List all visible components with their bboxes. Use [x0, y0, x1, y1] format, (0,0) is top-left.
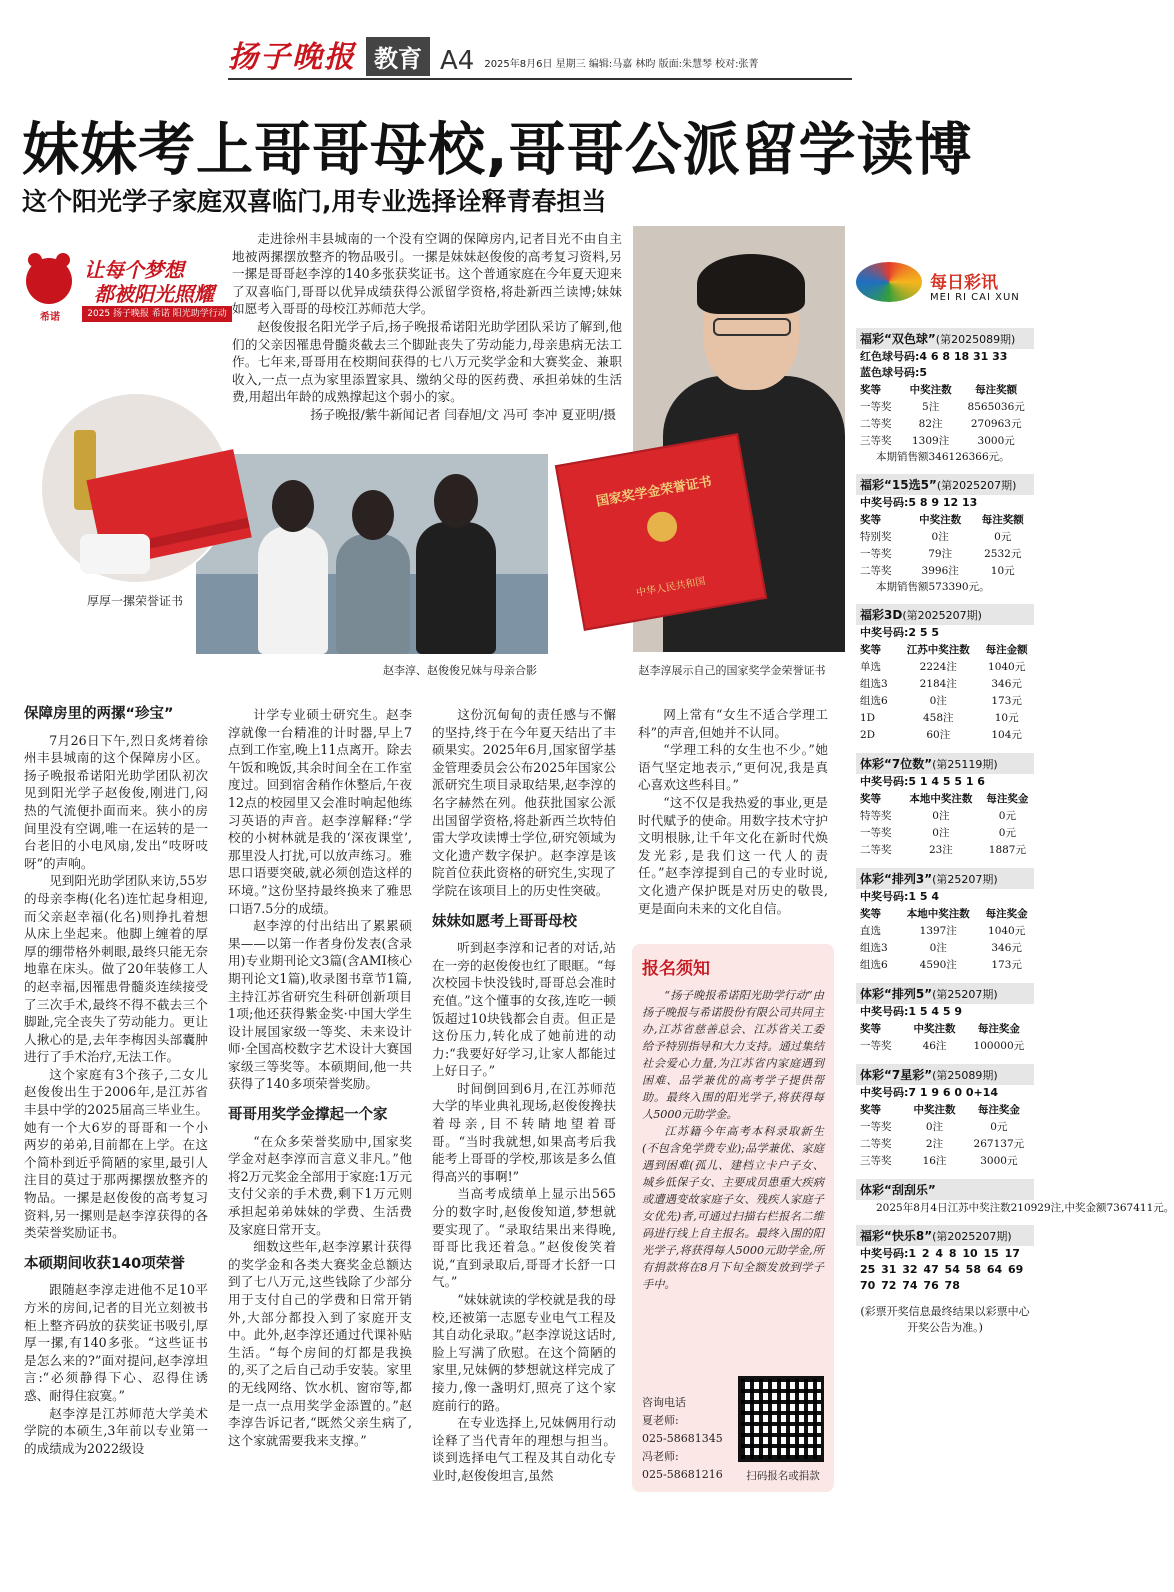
- qr-code-icon[interactable]: [738, 1376, 824, 1462]
- brother-head: [434, 474, 478, 528]
- caption-certificates: 厚厚一摞荣誉证书: [86, 594, 183, 608]
- body-paragraph: 赵李淳是江苏师范大学美术学院的本硕生,3年前以专业第一的成绩成为2022级设: [24, 1405, 208, 1456]
- contact-line: 冯老师:: [642, 1450, 679, 1463]
- prize-cell: 346元: [991, 942, 1022, 954]
- lottery-name: 体彩“刮刮乐”: [860, 1183, 936, 1197]
- lead-paragraph: 赵俊俊报名阳光学子后,扬子晚报希诺阳光助学团队采访了解到,他们的父亲因罹患骨髓炎截去三个脚趾丧失了劳动能力,母亲患病无法工作。七年来,哥哥用在校期间获得的七八万元奖学金和大赛奖金、兼职收入,一点一点为家里添置家具、缴纳父母的医药费、承担弟妹的生活费,用超出年龄的成熟撑起这个弱小的家。: [232, 318, 622, 405]
- prize-cell: 10元: [990, 565, 1015, 577]
- prize-cell: 2532元: [984, 548, 1022, 560]
- campaign-strip: 2025 扬子晚报 希诺 阳光助学行动: [82, 306, 232, 322]
- campaign-slogan-line2: 都被阳光照耀: [94, 282, 214, 306]
- section-heading: 哥哥用奖学金撑起一个家: [228, 1107, 388, 1124]
- prize-cell: 100000元: [973, 1040, 1025, 1052]
- lottery-title: [856, 604, 1034, 625]
- prize-header: 中奖注数: [919, 514, 962, 526]
- contact-label: 咨询电话: [642, 1396, 686, 1409]
- prize-cell: 二等奖: [860, 565, 892, 577]
- prize-cell: 2184注: [919, 678, 957, 690]
- article-column-3: [432, 706, 616, 1485]
- body-paragraph: 当高考成绩单上显示出565分的数字时,赵俊俊知道,梦想就要实现了。“录取结果出来得晚,哥哥比我还着急。”赵俊俊笑着说,“直到录取后,哥哥才长舒一口气。”: [432, 1186, 616, 1290]
- lottery-block-pl5: [856, 983, 1034, 1054]
- prize-header-row: [856, 511, 1034, 528]
- caption-family: 赵李淳、赵俊俊兄妹与母亲合影: [383, 664, 537, 677]
- prize-header: 本地中奖注数: [906, 908, 970, 920]
- portrait-hair: [697, 254, 805, 314]
- scratch-card-note: 2025年8月4日江苏中奖注数210929注,中奖金额7367411元。: [876, 1202, 1174, 1214]
- prize-header: 每注金额: [985, 644, 1028, 656]
- article-lead: [232, 230, 622, 424]
- prize-header: 江苏中奖注数: [906, 644, 970, 656]
- prize-cell: 1887元: [988, 844, 1026, 856]
- lottery-title: [856, 328, 1034, 349]
- body-paragraph: 跟随赵李淳走进他不足10平方米的房间,记者的目光立刻被书柜上整齐码放的获奖证书吸引,厚厚一摞,有140多张。“这些证书是怎么来的?”面对提问,赵李淳坦言:“必须静得下心、忍得住诱惑、耐得住寂寞。”: [24, 1282, 208, 1403]
- registration-title: 报名须知: [642, 959, 710, 979]
- campaign-badge: [22, 252, 227, 326]
- prize-cell: 3000元: [980, 1155, 1018, 1167]
- winning-numbers: 中奖号码:1 2 4 8 10 15 17 25 31 32 47 54 58 64 69 70 72 74 76 78: [860, 1247, 1024, 1292]
- prize-cell: 组选6: [860, 695, 888, 707]
- prize-row: [856, 1135, 1034, 1152]
- prize-cell: 一等奖: [860, 1040, 892, 1052]
- prize-header: 奖等: [860, 908, 881, 920]
- prize-table: [856, 1101, 1034, 1169]
- prize-cell: 0注: [932, 810, 950, 822]
- prize-cell: 3000元: [977, 435, 1015, 447]
- prize-cell: 23注: [928, 844, 953, 856]
- prize-header: 奖等: [860, 384, 881, 396]
- body-paragraph: “这不仅是我热爱的事业,更是时代赋予的使命。用数字技术守护文明根脉,让千年文化在新时代焕发光彩,是我们这一代人的责任。”赵李淳提到自己的专业时说,文化遗产保护既是对历史的敬畏,更是面向未来的文化自信。: [638, 794, 828, 916]
- prize-row: [856, 415, 1034, 432]
- certificates-photo: [40, 392, 232, 584]
- prize-cell: 2注: [925, 1138, 944, 1150]
- mother-head: [352, 490, 394, 540]
- lottery-period: (第2025089期): [935, 333, 1016, 346]
- lottery-block-pl3: [856, 868, 1034, 973]
- prize-cell: 二等奖: [860, 844, 892, 856]
- prize-cell: 单选: [860, 661, 881, 673]
- body-paragraph: “在众多荣誉奖励中,国家奖学金对赵李淳而言意义非凡。”他将2万元奖金全部用于家庭:1万元支付父亲的手术费,剩下1万元则承担起弟弟妹妹的学费、生活费及家庭日常开支。: [228, 1133, 412, 1237]
- lottery-title: [856, 868, 1034, 889]
- lottery-title: [856, 1179, 1034, 1200]
- prize-header: 每注奖金: [986, 793, 1029, 805]
- article-column-4: [638, 706, 828, 917]
- prize-row: [856, 658, 1034, 675]
- winning-numbers: 中奖号码:2 5 5: [860, 626, 940, 639]
- prize-cell: 173元: [991, 695, 1022, 707]
- bear-logo-icon: [26, 258, 72, 304]
- prize-table: [856, 511, 1034, 579]
- prize-cell: 二等奖: [860, 1138, 892, 1150]
- prize-header-row: [856, 790, 1034, 807]
- prize-cell: 0元: [990, 1121, 1008, 1133]
- prize-cell: 10元: [994, 712, 1019, 724]
- prize-header: 每注奖额: [981, 514, 1024, 526]
- winning-numbers: 中奖号码:1 5 4: [860, 890, 940, 903]
- prize-cell: 0元: [994, 531, 1012, 543]
- prize-cell: 2224注: [919, 661, 957, 673]
- family-photo: [196, 454, 548, 654]
- prize-header: 每注奖金: [977, 1023, 1020, 1035]
- sales-note: 本期销售额573390元。: [876, 581, 990, 593]
- lottery-header: [856, 262, 1034, 314]
- prize-cell: 5注: [922, 401, 940, 413]
- prize-row: [856, 1152, 1034, 1169]
- lottery-title: [856, 1064, 1034, 1085]
- sales-note: 本期销售额346126366元。: [876, 451, 1010, 463]
- prize-cell: 82注: [918, 418, 943, 430]
- registration-body: [642, 987, 824, 1293]
- newspaper-logo: 扬子晚报: [228, 40, 356, 75]
- glasses-icon: [713, 318, 791, 336]
- lottery-name: 体彩“7星彩”: [860, 1068, 933, 1082]
- national-emblem-icon: [645, 509, 680, 544]
- prize-cell: 16注: [922, 1155, 947, 1167]
- prize-cell: 1040元: [988, 661, 1026, 673]
- prize-cell: 60注: [926, 729, 951, 741]
- prize-cell: 一等奖: [860, 548, 892, 560]
- byline: 扬子晚报/紫牛新闻记者 闫春旭/文 冯可 李冲 夏亚明/摄: [310, 406, 616, 422]
- contact-phone: 025-58681216: [642, 1468, 723, 1481]
- prize-cell: 1D: [860, 711, 876, 724]
- lottery-block-fc3d: [856, 604, 1034, 743]
- prize-cell: 1040元: [988, 925, 1026, 937]
- prize-header-row: [856, 641, 1034, 658]
- lottery-period: (第25089期): [932, 1069, 998, 1082]
- prize-cell: 1309注: [911, 435, 950, 447]
- winning-numbers: 中奖号码:5 1 4 5 5 1 6: [860, 775, 985, 788]
- body-paragraph: 赵李淳的付出结出了累累硕果——以第一作者身份发表(含录用)专业期刊论文3篇(含AMI核心期刊论文1篇),收录图书章节1篇,主持江苏省研究生科研创新项目1项;他还获得紫金奖·中国大学生设计展国家级一等奖、未来设计师·全国高校数字艺术设计大赛国家级三等奖等。本硕期间,他一共获得了140多项荣誉奖励。: [228, 918, 412, 1092]
- prize-row: [856, 841, 1034, 858]
- blue-ball-numbers: 蓝色球号码:5: [860, 366, 928, 379]
- sister-head: [272, 480, 314, 532]
- article-column-1: [24, 706, 208, 1457]
- body-paragraph: 见到阳光助学团队来访,55岁的母亲李梅(化名)连忙起身相迎,而父亲赵幸福(化名)则挣扎着想从床上坐起来。他脚上缠着的厚厚的绷带格外刺眼,最终只能无奈地靠在床头。做了20年装修工人的赵幸福,因罹患骨髓炎连续接受了三次手术,最终不得不截去三个脚趾,完全丧失了劳动能力。更让人揪心的是,去年李梅因头部囊肿进行了手术治疗,无法工作。: [24, 873, 208, 1065]
- prize-cell: 0元: [998, 827, 1016, 839]
- prize-header: 奖等: [860, 514, 881, 526]
- prize-cell: 二等奖: [860, 418, 892, 430]
- prize-row: [856, 528, 1034, 545]
- lottery-period: (第25207期): [932, 873, 998, 886]
- prize-header: 每注奖金: [977, 1104, 1020, 1116]
- lottery-disclaimer: (彩票开奖信息最终结果以彩票中心开奖公告为准。): [860, 1305, 1030, 1334]
- body-paragraph: “学理工科的女生也不少。”她语气坚定地表示,“更何况,我是真心喜欢这些科目。”: [638, 742, 828, 793]
- prize-row: [856, 398, 1034, 415]
- scholarship-certificate: [555, 433, 767, 631]
- lottery-period: (第2025207期): [902, 609, 982, 622]
- prize-table: [856, 641, 1034, 743]
- lottery-name: 体彩“排列3”: [860, 872, 933, 886]
- prize-header: 每注奖金: [985, 908, 1028, 920]
- prize-cell: 直选: [860, 925, 881, 937]
- contact-phone: 025-58681345: [642, 1432, 723, 1445]
- certificate-title: 国家奖学金荣誉证书: [595, 474, 713, 510]
- prize-cell: 79注: [928, 548, 953, 560]
- body-paragraph: 网上常有“女生不适合学理工科”的声音,但她并不认同。: [638, 707, 828, 740]
- prize-cell: 特别奖: [860, 531, 892, 543]
- campaign-slogan-line1: 让每个梦想: [84, 258, 184, 282]
- lottery-sidebar: [856, 262, 1174, 1336]
- lottery-name: 福彩“快乐8”: [860, 1229, 933, 1243]
- lottery-period: (第25207期): [932, 988, 998, 1001]
- prize-row: [856, 545, 1034, 562]
- prize-cell: 0注: [925, 1121, 944, 1133]
- qr-code-label: 扫码报名或捐款: [746, 1470, 820, 1482]
- registration-notice: [632, 944, 834, 1492]
- lottery-name: 体彩“排列5”: [860, 987, 933, 1001]
- prize-header: 每注奖额: [975, 384, 1018, 396]
- prize-cell: 三等奖: [860, 1155, 892, 1167]
- prize-cell: 104元: [991, 729, 1022, 741]
- prize-cell: 0注: [931, 531, 949, 543]
- body-paragraph: “妹妹就读的学校就是我的母校,还被第一志愿专业电气工程及其自动化录取。”赵李淳说这话时,脸上写满了欣慰。在这个简陋的家里,兄妹俩的梦想就这样完成了接力,像一盏明灯,照亮了这个家庭前行的路。: [432, 1292, 616, 1413]
- lottery-header-pinyin: MEI RI CAI XUN: [930, 292, 1020, 303]
- prize-header-row: [856, 1101, 1034, 1118]
- lottery-block-qxw: [856, 753, 1034, 858]
- article-column-2: [228, 706, 412, 1449]
- prize-cell: 0注: [929, 942, 947, 954]
- prize-cell: 一等奖: [860, 1121, 892, 1133]
- lottery-period: (第25119期): [932, 758, 998, 771]
- prize-row: [856, 692, 1034, 709]
- cup-icon: [80, 534, 150, 574]
- prize-header: 奖等: [860, 644, 881, 656]
- red-ball-numbers: 红色球号码:4 6 8 18 31 33: [860, 350, 1008, 363]
- prize-cell: 267137元: [973, 1138, 1025, 1150]
- prize-header: 中奖注数: [913, 1023, 956, 1035]
- lottery-name: 福彩3D: [860, 608, 903, 622]
- lottery-block-kl8: [856, 1225, 1034, 1294]
- prize-cell: 特等奖: [860, 810, 892, 822]
- prize-row: [856, 956, 1034, 973]
- body-paragraph: 细数这些年,赵李淳累计获得的奖学金和各类大赛奖金总额达到了七八万元,这些钱除了少部分用于支付自己的学费和日常开销外,大部分都投入到了家庭开支中。此外,赵李淳还通过代课补贴生活。“每个房间的灯都是我换的,买了之后自己动手安装。家里的无线网络、饮水机、窗帘等,都是一点一点用奖学金添置的。”赵李淳告诉记者,“既然父亲生病了,这个家就需要我来支撑。”: [228, 1239, 412, 1448]
- prize-cell: 458注: [922, 712, 954, 724]
- registration-paragraph: 江苏籍今年高考本科录取新生(不包含免学费专业);品学兼优、家庭遇到困难(孤儿、建档立卡户子女、城乡低保子女、主要成员患重大疾病或遭遇变故家庭子女、残疾人家庭子女优先)者,可通过扫描右栏报名二维码进行线上自主报名。最终入围的阳光学子,将获得每人5000元助学金,所有捐款将在8月下旬全额发放到学子手中。: [642, 1125, 824, 1291]
- prize-cell: 一等奖: [860, 827, 892, 839]
- prize-cell: 2D: [860, 728, 876, 741]
- prize-cell: 46注: [922, 1040, 947, 1052]
- prize-cell: 270963元: [970, 418, 1022, 430]
- prize-header: 奖等: [860, 793, 881, 805]
- winning-numbers: 中奖号码:5 8 9 12 13: [860, 496, 978, 509]
- sister-figure: [258, 526, 328, 654]
- prize-cell: 3996注: [921, 565, 959, 577]
- lottery-title: [856, 1225, 1034, 1246]
- prize-cell: 组选6: [860, 959, 888, 971]
- prize-header: 中奖注数: [909, 384, 952, 396]
- lottery-name: 福彩“双色球”: [860, 332, 936, 346]
- lottery-period: (第2025207期): [932, 1230, 1012, 1243]
- prize-table: [856, 1020, 1034, 1054]
- registration-contacts: [642, 1394, 723, 1484]
- section-heading: 妹妹如愿考上哥哥母校: [432, 913, 577, 930]
- winning-numbers: 中奖号码:1 5 4 5 9: [860, 1005, 962, 1018]
- prize-cell: 1397注: [919, 925, 957, 937]
- mother-figure: [336, 534, 410, 654]
- section-tab: 教育: [366, 37, 430, 76]
- masthead-rule: [228, 78, 852, 80]
- lottery-block-q15x5: [856, 474, 1034, 594]
- masthead: [228, 40, 848, 76]
- lottery-swirl-icon: [856, 262, 922, 302]
- prize-row: [856, 726, 1034, 743]
- lottery-title: [856, 753, 1034, 774]
- prize-row: [856, 1037, 1034, 1054]
- prize-header: 本地中奖注数: [909, 793, 973, 805]
- prize-cell: 组选3: [860, 942, 888, 954]
- prize-cell: 三等奖: [860, 435, 892, 447]
- caption-brother: 赵李淳展示自己的国家奖学金荣誉证书: [638, 664, 826, 677]
- prize-header-row: [856, 381, 1034, 398]
- prize-header-row: [856, 1020, 1034, 1037]
- lottery-period: (第2025207期): [936, 479, 1017, 492]
- prize-table: [856, 790, 1034, 858]
- prize-row: [856, 1118, 1034, 1135]
- winning-numbers: 中奖号码:7 1 9 6 0 0+14: [860, 1086, 998, 1099]
- prize-cell: 0注: [929, 695, 947, 707]
- prize-cell: 一等奖: [860, 401, 892, 413]
- brother-figure: [416, 522, 496, 654]
- body-paragraph: 计学专业硕士研究生。赵李淳就像一台精准的计时器,早上7点到工作室,晚上11点离开。除去午饭和晚饭,其余时间全在工作室度过。回到宿舍稍作休整后,午夜12点的校园里又会准时响起他练习英语的声音。赵李淳解释:“学校的小树林就是我的‘深夜课堂’,那里没人打扰,可以放声练习。雅思口语要突破,就必须创造这样的环境。”这份坚持最终换来了雅思口语7.5分的成绩。: [228, 707, 412, 916]
- prize-cell: 346元: [991, 678, 1022, 690]
- lottery-header-title: 每日彩讯: [930, 273, 998, 293]
- prize-cell: 0注: [932, 827, 950, 839]
- lottery-title: [856, 474, 1034, 495]
- lottery-name: 福彩“15选5”: [860, 478, 937, 492]
- subheadline: 这个阳光学子家庭双喜临门,用专业选择诠释青春担当: [22, 187, 607, 216]
- prize-row: [856, 807, 1034, 824]
- contact-line: 夏老师:: [642, 1414, 679, 1427]
- prize-row: [856, 562, 1034, 579]
- prize-cell: 4590注: [919, 959, 957, 971]
- prize-cell: 8565036元: [967, 401, 1025, 413]
- lottery-name: 体彩“7位数”: [860, 757, 933, 771]
- prize-row: [856, 432, 1034, 449]
- prize-table: [856, 905, 1034, 973]
- prize-row: [856, 922, 1034, 939]
- section-heading: 本硕期间收获140项荣誉: [24, 1255, 185, 1272]
- lottery-block-qxc: [856, 1064, 1034, 1169]
- prize-row: [856, 709, 1034, 726]
- prize-header: 中奖注数: [913, 1104, 956, 1116]
- body-paragraph: 这份沉甸甸的责任感与不懈的坚持,终于在今年夏天结出了丰硕果实。2025年6月,国家留学基金管理委员会公布2025年国家公派研究生项目录取结果,赵李淳的名字赫然在列。他获批国家公派出国留学资格,将赴新西兰坎特伯雷大学攻读博士学位,研究领域为文化遗产数字保护。赵李淳是该院首位获此资格的研究生,实现了学院在该项目上的历史性突破。: [432, 707, 616, 898]
- body-paragraph: 这个家庭有3个孩子,二女儿赵俊俊出生于2006年,是江苏省丰县中学的2025届高三毕业生。她有一个大6岁的哥哥和一个小两岁的弟弟,目前都在上学。在这个简朴到近乎简陋的家里,最引人注目的莫过于那两摞摆放整齐的物品。一摞是赵俊俊的高考复习资料,另一摞则是赵李淳获得的各类荣誉奖励证书。: [24, 1066, 208, 1241]
- headline: 妹妹考上哥哥母校,哥哥公派留学读博: [22, 117, 973, 183]
- certificate-issuer: 中华人民共和国: [635, 576, 707, 600]
- lead-paragraph: 走进徐州丰县城南的一个没有空调的保障房内,记者目光不由自主地被两摞摆放整齐的物品吸引。一摞是妹妹赵俊俊的高考复习资料,另一摞是哥哥赵李淳的140多张获奖证书。这个普通家庭在今年夏天迎来了双喜临门,哥哥以优异成绩获得公派留学资格,将赴新西兰读博;妹妹如愿考入哥哥的母校江苏师范大学。: [232, 231, 622, 317]
- prize-header: 奖等: [860, 1023, 881, 1035]
- section-heading: 保障房里的两摞“珍宝”: [24, 706, 174, 722]
- body-paragraph: 听到赵李淳和记者的对话,站在一旁的赵俊俊也红了眼眶。“每次校园卡快没钱时,哥哥总会准时充值。”这个懂事的女孩,连吃一顿饭超过10块钱都会自责。但正是这份压力,转化成了她前进的动力:“我要好好学习,让家人都能过上好日子。”: [432, 940, 616, 1079]
- prize-header: 奖等: [860, 1104, 881, 1116]
- prize-table: [856, 381, 1034, 449]
- registration-paragraph: “扬子晚报希诺阳光助学行动”由扬子晚报与希诺股份有限公司共同主办,江苏省慈善总会、江苏省关工委给予特别指导和大力支持。通过集结社会爱心力量,为江苏省内家庭遇到困难、品学兼优的高考学子提供帮助。最终入围的阳光学子,将获得每人5000元助学金。: [642, 989, 824, 1121]
- prize-cell: 0元: [998, 810, 1016, 822]
- prize-row: [856, 824, 1034, 841]
- lottery-blocks: [856, 328, 1174, 1336]
- body-paragraph: 7月26日下午,烈日炙烤着徐州丰县城南的这个保障房小区。扬子晚报希诺阳光助学团队初次见到阳光学子赵俊俊,刚进门,闷热的气流便扑面而来。狭小的房间里没有空调,唯一在运转的是一台老旧的小电风扇,发出“吱呀吱呀”的声响。: [24, 732, 208, 871]
- lottery-title: [856, 983, 1034, 1004]
- prize-cell: 173元: [991, 959, 1022, 971]
- issue-info: 2025年8月6日 星期三 编辑:马嘉 林昀 版面:朱慧琴 校对:张菁: [484, 59, 759, 70]
- lottery-block-ggl: [856, 1179, 1174, 1215]
- campaign-brand: 希诺: [40, 312, 60, 323]
- prize-row: [856, 675, 1034, 692]
- prize-cell: 组选3: [860, 678, 888, 690]
- prize-header-row: [856, 905, 1034, 922]
- body-paragraph: 在专业选择上,兄妹俩用行动诠释了当代青年的理想与担当。谈到选择电气工程及其自动化专业时,赵俊俊坦言,虽然: [432, 1415, 616, 1483]
- prize-row: [856, 939, 1034, 956]
- lottery-block-ssq: [856, 328, 1034, 464]
- body-paragraph: 时间倒回到6月,在江苏师范大学的毕业典礼现场,赵俊俊搀扶着母亲,目不转睛地望着哥哥。“当时我就想,如果高考后我能考上哥哥的学校,那该是多么值得高兴的事啊!”: [432, 1080, 616, 1184]
- page-number: A4: [440, 46, 475, 76]
